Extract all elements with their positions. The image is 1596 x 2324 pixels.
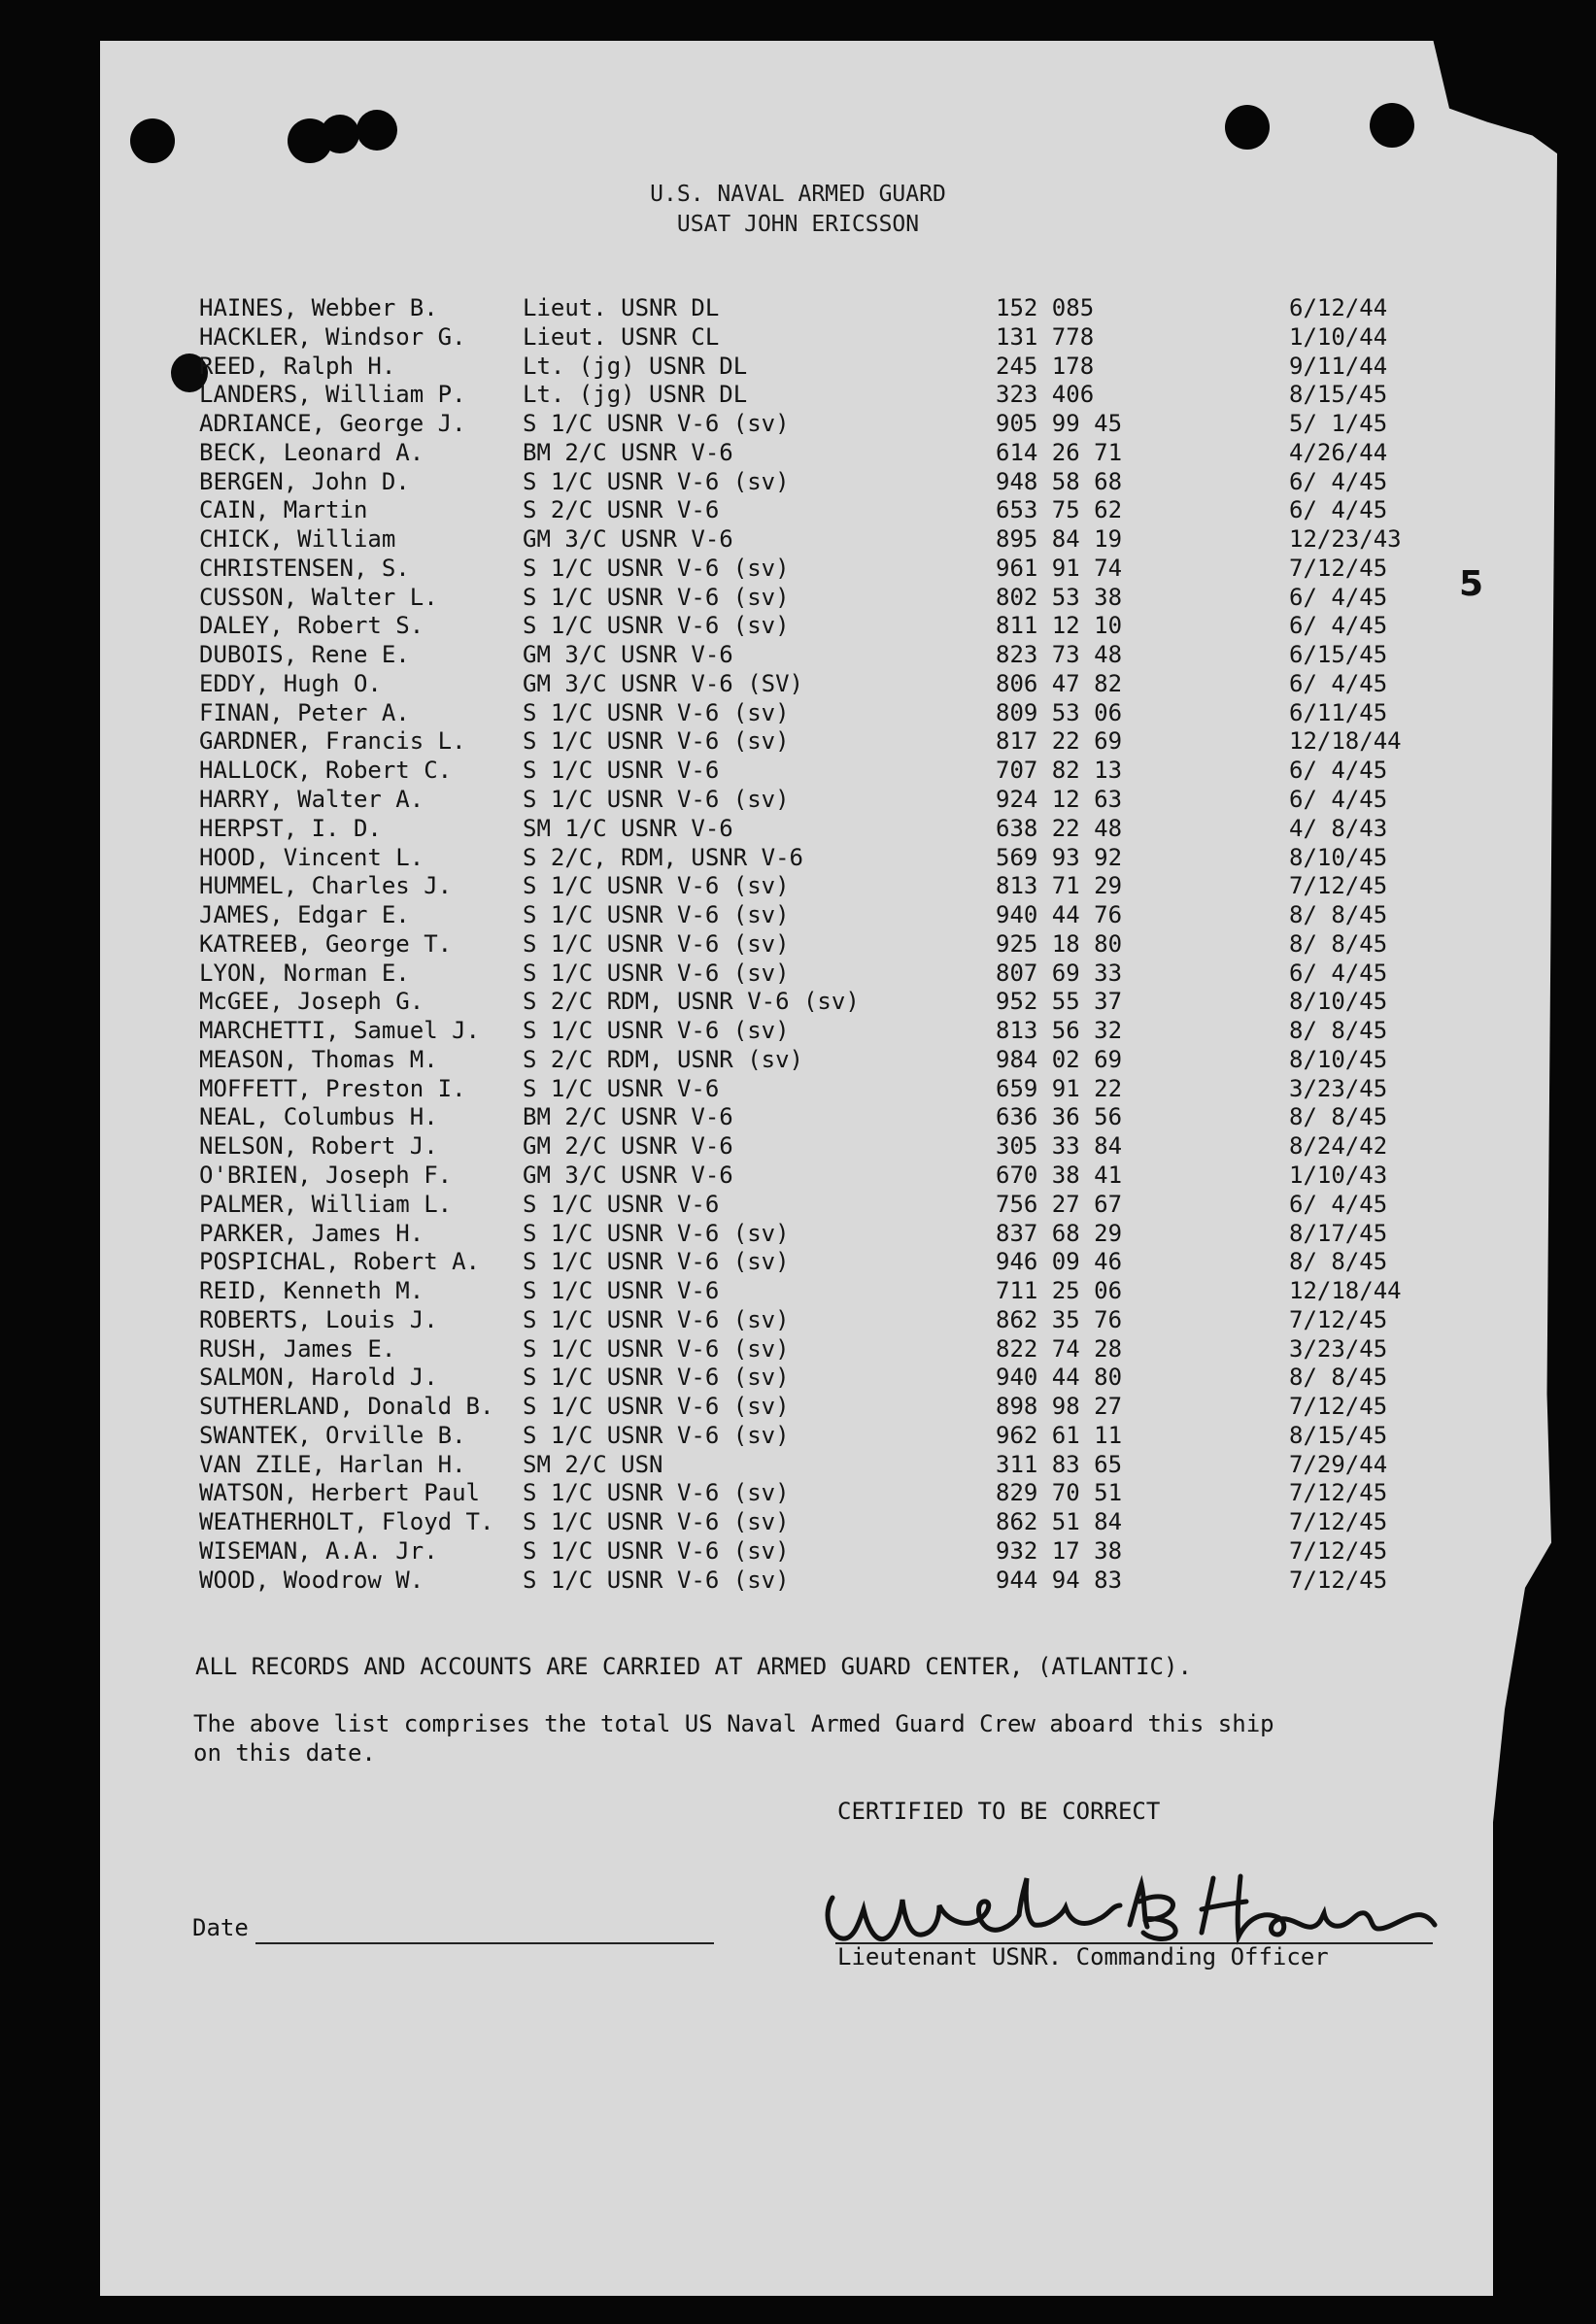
- roster-row: [199, 1393, 1423, 1422]
- crew-date: 6/12/44: [1289, 294, 1388, 321]
- crew-name: NEAL, Columbus H.: [199, 1103, 438, 1131]
- crew-service-number: 670 38 41: [996, 1161, 1123, 1189]
- crew-name: MARCHETTI, Samuel J.: [199, 1017, 480, 1045]
- crew-name: LANDERS, William P.: [199, 381, 466, 409]
- header-unit: U.S. NAVAL ARMED GUARD: [650, 182, 946, 207]
- crew-service-number: 152 085: [996, 294, 1095, 321]
- roster-row: [199, 353, 1423, 382]
- crew-name: HACKLER, Windsor G.: [199, 322, 466, 351]
- crew-rate: S 1/C USNR V-6 (sv): [523, 1017, 790, 1045]
- crew-date: 3/23/45: [1289, 1074, 1388, 1102]
- crew-date: 4/ 8/43: [1289, 814, 1388, 842]
- crew-service-number: 614 26 71: [996, 438, 1123, 466]
- crew-service-number: 311 83 65: [996, 1450, 1123, 1478]
- crew-service-number: 924 12 63: [996, 786, 1123, 814]
- crew-rate: GM 3/C USNR V-6: [523, 641, 733, 669]
- roster-row: [199, 381, 1423, 410]
- page-number: 5: [1459, 564, 1484, 604]
- crew-name: HERPST, I. D.: [199, 814, 382, 842]
- crew-name: WATSON, Herbert Paul: [199, 1479, 480, 1507]
- crew-date: 6/11/45: [1289, 698, 1388, 726]
- crew-date: 6/ 4/45: [1289, 757, 1388, 785]
- crew-service-number: 822 74 28: [996, 1334, 1123, 1363]
- roster-row: [199, 410, 1423, 439]
- punch-hole: [321, 115, 359, 153]
- roster-row: [199, 727, 1423, 757]
- roster-row: [199, 1103, 1423, 1132]
- crew-name: WISEMAN, A.A. Jr.: [199, 1536, 438, 1565]
- crew-service-number: 946 09 46: [996, 1248, 1123, 1276]
- crew-rate: S 1/C USNR V-6 (sv): [523, 1536, 790, 1565]
- signatory-title: Lieutenant USNR. Commanding Officer: [837, 1943, 1329, 1970]
- crew-date: 7/12/45: [1289, 1536, 1388, 1565]
- crew-name: HAINES, Webber B.: [199, 294, 438, 321]
- crew-name: BECK, Leonard A.: [199, 438, 424, 466]
- crew-date: 12/18/44: [1289, 727, 1402, 756]
- crew-name: REID, Kenneth M.: [199, 1277, 424, 1305]
- roster-row: [199, 1248, 1423, 1277]
- crew-rate: Lieut. USNR CL: [523, 322, 720, 351]
- crew-name: EDDY, Hugh O.: [199, 669, 382, 697]
- crew-name: HUMMEL, Charles J.: [199, 872, 453, 900]
- crew-roster: [199, 294, 1423, 1595]
- crew-rate: S 1/C USNR V-6: [523, 1074, 720, 1102]
- crew-service-number: 984 02 69: [996, 1045, 1123, 1073]
- certified-text: CERTIFIED TO BE CORRECT: [837, 1798, 1161, 1825]
- crew-service-number: 940 44 76: [996, 901, 1123, 929]
- crew-date: 8/ 8/45: [1289, 1248, 1388, 1276]
- crew-service-number: 817 22 69: [996, 727, 1123, 756]
- crew-name: SUTHERLAND, Donald B.: [199, 1393, 494, 1421]
- crew-date: 12/18/44: [1289, 1277, 1402, 1305]
- punch-hole: [357, 110, 397, 151]
- crew-name: PALMER, William L.: [199, 1190, 453, 1218]
- crew-name: MOFFETT, Preston I.: [199, 1074, 466, 1102]
- roster-row: [199, 555, 1423, 584]
- crew-service-number: 659 91 22: [996, 1074, 1123, 1102]
- crew-service-number: 323 406: [996, 381, 1095, 409]
- crew-date: 6/ 4/45: [1289, 959, 1388, 987]
- crew-date: 7/12/45: [1289, 1508, 1388, 1536]
- crew-name: HOOD, Vincent L.: [199, 843, 424, 871]
- crew-date: 1/10/44: [1289, 322, 1388, 351]
- crew-service-number: 944 94 83: [996, 1566, 1123, 1594]
- crew-service-number: 807 69 33: [996, 959, 1123, 987]
- crew-date: 7/12/45: [1289, 1393, 1388, 1421]
- crew-service-number: 636 36 56: [996, 1103, 1123, 1131]
- roster-row: [199, 930, 1423, 960]
- date-line: [255, 1942, 714, 1944]
- crew-name: ADRIANCE, George J.: [199, 410, 466, 438]
- roster-row: [199, 584, 1423, 613]
- crew-service-number: 952 55 37: [996, 988, 1123, 1016]
- crew-rate: S 1/C USNR V-6 (sv): [523, 612, 790, 640]
- crew-service-number: 823 73 48: [996, 641, 1123, 669]
- crew-rate: BM 2/C USNR V-6: [523, 438, 733, 466]
- crew-rate: S 1/C USNR V-6 (sv): [523, 959, 790, 987]
- crew-rate: GM 3/C USNR V-6: [523, 525, 733, 554]
- crew-service-number: 961 91 74: [996, 554, 1123, 582]
- crew-service-number: 638 22 48: [996, 814, 1123, 842]
- statement-line-1: The above list comprises the total US Naval Armed Guard Crew aboard this ship: [193, 1710, 1274, 1737]
- crew-date: 7/12/45: [1289, 872, 1388, 900]
- crew-rate: Lieut. USNR DL: [523, 294, 720, 321]
- crew-date: 8/ 8/45: [1289, 1364, 1388, 1392]
- roster-row: [199, 1335, 1423, 1364]
- crew-date: 4/26/44: [1289, 438, 1388, 466]
- crew-service-number: 813 56 32: [996, 1017, 1123, 1045]
- crew-name: ROBERTS, Louis J.: [199, 1305, 438, 1333]
- crew-date: 8/10/45: [1289, 988, 1388, 1016]
- crew-rate: S 1/C USNR V-6 (sv): [523, 872, 790, 900]
- crew-service-number: 707 82 13: [996, 757, 1123, 785]
- crew-date: 3/23/45: [1289, 1334, 1388, 1363]
- crew-name: DUBOIS, Rene E.: [199, 641, 410, 669]
- crew-service-number: 813 71 29: [996, 872, 1123, 900]
- crew-date: 6/ 4/45: [1289, 786, 1388, 814]
- roster-row: [199, 1277, 1423, 1306]
- roster-row: [199, 641, 1423, 670]
- crew-service-number: 245 178: [996, 352, 1095, 380]
- roster-row: [199, 815, 1423, 844]
- crew-date: 7/12/45: [1289, 554, 1388, 582]
- crew-date: 8/ 8/45: [1289, 901, 1388, 929]
- date-label: Date: [192, 1914, 249, 1941]
- crew-rate: S 1/C USNR V-6 (sv): [523, 1219, 790, 1247]
- crew-service-number: 862 51 84: [996, 1508, 1123, 1536]
- crew-rate: S 1/C USNR V-6: [523, 1190, 720, 1218]
- crew-rate: Lt. (jg) USNR DL: [523, 352, 748, 380]
- crew-rate: GM 3/C USNR V-6: [523, 1161, 733, 1189]
- crew-name: McGEE, Joseph G.: [199, 988, 424, 1016]
- roster-row: [199, 1017, 1423, 1046]
- roster-row: [199, 670, 1423, 699]
- crew-service-number: 862 35 76: [996, 1305, 1123, 1333]
- crew-service-number: 653 75 62: [996, 496, 1123, 524]
- crew-date: 12/23/43: [1289, 525, 1402, 554]
- crew-rate: GM 3/C USNR V-6 (SV): [523, 669, 803, 697]
- crew-rate: SM 2/C USN: [523, 1450, 663, 1478]
- roster-row: [199, 1046, 1423, 1075]
- crew-date: 1/10/43: [1289, 1161, 1388, 1189]
- crew-rate: S 1/C USNR V-6 (sv): [523, 583, 790, 611]
- crew-service-number: 131 778: [996, 322, 1095, 351]
- roster-row: [199, 468, 1423, 497]
- crew-rate: S 1/C USNR V-6: [523, 1277, 720, 1305]
- crew-date: 6/ 4/45: [1289, 496, 1388, 524]
- crew-date: 7/12/45: [1289, 1479, 1388, 1507]
- roster-row: [199, 844, 1423, 873]
- crew-date: 8/ 8/45: [1289, 1103, 1388, 1131]
- roster-row: [199, 1162, 1423, 1191]
- crew-rate: BM 2/C USNR V-6: [523, 1103, 733, 1131]
- roster-row: [199, 1132, 1423, 1162]
- crew-rate: S 1/C USNR V-6 (sv): [523, 727, 790, 756]
- roster-row: [199, 612, 1423, 641]
- crew-service-number: 806 47 82: [996, 669, 1123, 697]
- crew-date: 9/11/44: [1289, 352, 1388, 380]
- punch-hole: [1225, 105, 1270, 150]
- crew-service-number: 962 61 11: [996, 1421, 1123, 1449]
- roster-row: [199, 1306, 1423, 1335]
- crew-service-number: 809 53 06: [996, 698, 1123, 726]
- crew-name: NELSON, Robert J.: [199, 1132, 438, 1161]
- roster-row: [199, 496, 1423, 525]
- punch-hole: [130, 118, 175, 163]
- crew-name: CHICK, William: [199, 525, 396, 554]
- roster-row: [199, 786, 1423, 815]
- crew-date: 5/ 1/45: [1289, 410, 1388, 438]
- crew-name: CAIN, Martin: [199, 496, 368, 524]
- crew-rate: S 1/C USNR V-6 (sv): [523, 410, 790, 438]
- crew-rate: S 1/C USNR V-6 (sv): [523, 1421, 790, 1449]
- crew-date: 8/ 8/45: [1289, 1017, 1388, 1045]
- crew-name: REED, Ralph H.: [199, 352, 396, 380]
- crew-rate: GM 2/C USNR V-6: [523, 1132, 733, 1161]
- crew-date: 8/ 8/45: [1289, 929, 1388, 958]
- document-header: [0, 180, 1596, 240]
- crew-name: VAN ZILE, Harlan H.: [199, 1450, 466, 1478]
- crew-service-number: 711 25 06: [996, 1277, 1123, 1305]
- roster-row: [199, 1422, 1423, 1451]
- crew-service-number: 569 93 92: [996, 843, 1123, 871]
- crew-rate: S 1/C USNR V-6 (sv): [523, 1334, 790, 1363]
- punch-hole: [1370, 103, 1414, 148]
- crew-name: MEASON, Thomas M.: [199, 1045, 438, 1073]
- crew-service-number: 898 98 27: [996, 1393, 1123, 1421]
- roster-row: [199, 294, 1423, 323]
- crew-rate: S 1/C USNR V-6 (sv): [523, 1364, 790, 1392]
- crew-date: 7/29/44: [1289, 1450, 1388, 1478]
- crew-name: CUSSON, Walter L.: [199, 583, 438, 611]
- crew-date: 7/12/45: [1289, 1305, 1388, 1333]
- crew-date: 6/ 4/45: [1289, 669, 1388, 697]
- crew-rate: S 1/C USNR V-6 (sv): [523, 1393, 790, 1421]
- crew-name: KATREEB, George T.: [199, 929, 453, 958]
- crew-date: 6/ 4/45: [1289, 467, 1388, 495]
- crew-date: 6/15/45: [1289, 641, 1388, 669]
- roster-row: [199, 1508, 1423, 1537]
- crew-name: BERGEN, John D.: [199, 467, 410, 495]
- roster-row: [199, 1220, 1423, 1249]
- crew-rate: S 2/C, RDM, USNR V-6: [523, 843, 803, 871]
- roster-row: [199, 960, 1423, 989]
- crew-date: 8/15/45: [1289, 1421, 1388, 1449]
- crew-rate: S 2/C RDM, USNR V-6 (sv): [523, 988, 860, 1016]
- crew-name: DALEY, Robert S.: [199, 612, 424, 640]
- crew-rate: S 2/C USNR V-6: [523, 496, 720, 524]
- crew-rate: S 1/C USNR V-6 (sv): [523, 698, 790, 726]
- crew-name: O'BRIEN, Joseph F.: [199, 1161, 453, 1189]
- crew-rate: S 1/C USNR V-6 (sv): [523, 554, 790, 582]
- crew-name: CHRISTENSEN, S.: [199, 554, 410, 582]
- crew-date: 8/15/45: [1289, 381, 1388, 409]
- crew-service-number: 837 68 29: [996, 1219, 1123, 1247]
- crew-rate: S 1/C USNR V-6 (sv): [523, 1508, 790, 1536]
- crew-name: SALMON, Harold J.: [199, 1364, 438, 1392]
- crew-service-number: 829 70 51: [996, 1479, 1123, 1507]
- header-ship: USAT JOHN ERICSSON: [676, 212, 920, 237]
- crew-name: HALLOCK, Robert C.: [199, 757, 453, 785]
- crew-rate: S 1/C USNR V-6 (sv): [523, 1305, 790, 1333]
- crew-rate: S 1/C USNR V-6 (sv): [523, 1566, 790, 1594]
- crew-name: WEATHERHOLT, Floyd T.: [199, 1508, 494, 1536]
- crew-rate: S 1/C USNR V-6 (sv): [523, 1248, 790, 1276]
- roster-row: [199, 1479, 1423, 1508]
- crew-name: WOOD, Woodrow W.: [199, 1566, 424, 1594]
- crew-service-number: 948 58 68: [996, 467, 1123, 495]
- crew-rate: S 1/C USNR V-6 (sv): [523, 467, 790, 495]
- roster-row: [199, 323, 1423, 353]
- crew-rate: Lt. (jg) USNR DL: [523, 381, 748, 409]
- crew-date: 8/24/42: [1289, 1132, 1388, 1161]
- roster-row: [199, 699, 1423, 728]
- crew-rate: S 1/C USNR V-6 (sv): [523, 929, 790, 958]
- crew-service-number: 925 18 80: [996, 929, 1123, 958]
- roster-row: [199, 1566, 1423, 1596]
- crew-name: JAMES, Edgar E.: [199, 901, 410, 929]
- crew-name: POSPICHAL, Robert A.: [199, 1248, 480, 1276]
- crew-rate: S 1/C USNR V-6 (sv): [523, 786, 790, 814]
- crew-service-number: 811 12 10: [996, 612, 1123, 640]
- roster-row: [199, 1451, 1423, 1480]
- roster-row: [199, 988, 1423, 1017]
- crew-date: 7/12/45: [1289, 1566, 1388, 1594]
- crew-service-number: 895 84 19: [996, 525, 1123, 554]
- roster-row: [199, 872, 1423, 901]
- crew-name: PARKER, James H.: [199, 1219, 424, 1247]
- crew-name: LYON, Norman E.: [199, 959, 410, 987]
- crew-service-number: 802 53 38: [996, 583, 1123, 611]
- roster-row: [199, 1075, 1423, 1104]
- crew-rate: S 2/C RDM, USNR (sv): [523, 1045, 803, 1073]
- crew-service-number: 932 17 38: [996, 1536, 1123, 1565]
- crew-rate: S 1/C USNR V-6 (sv): [523, 1479, 790, 1507]
- roster-row: [199, 901, 1423, 930]
- crew-date: 6/ 4/45: [1289, 583, 1388, 611]
- crew-service-number: 305 33 84: [996, 1132, 1123, 1161]
- crew-name: HARRY, Walter A.: [199, 786, 424, 814]
- roster-row: [199, 1537, 1423, 1566]
- roster-row: [199, 525, 1423, 555]
- crew-date: 6/ 4/45: [1289, 612, 1388, 640]
- crew-date: 8/10/45: [1289, 1045, 1388, 1073]
- crew-rate: S 1/C USNR V-6: [523, 757, 720, 785]
- crew-rate: SM 1/C USNR V-6: [523, 814, 733, 842]
- crew-service-number: 905 99 45: [996, 410, 1123, 438]
- roster-row: [199, 439, 1423, 468]
- crew-date: 6/ 4/45: [1289, 1190, 1388, 1218]
- crew-service-number: 940 44 80: [996, 1364, 1123, 1392]
- crew-date: 8/10/45: [1289, 843, 1388, 871]
- roster-row: [199, 1191, 1423, 1220]
- crew-name: FINAN, Peter A.: [199, 698, 410, 726]
- crew-rate: S 1/C USNR V-6 (sv): [523, 901, 790, 929]
- crew-name: GARDNER, Francis L.: [199, 727, 466, 756]
- crew-name: SWANTEK, Orville B.: [199, 1421, 466, 1449]
- roster-row: [199, 757, 1423, 786]
- records-note: ALL RECORDS AND ACCOUNTS ARE CARRIED AT ARMED GUARD CENTER, (ATLANTIC).: [195, 1653, 1192, 1680]
- statement-line-2: on this date.: [193, 1739, 376, 1767]
- roster-row: [199, 1364, 1423, 1393]
- crew-date: 8/17/45: [1289, 1219, 1388, 1247]
- crew-name: RUSH, James E.: [199, 1334, 396, 1363]
- crew-service-number: 756 27 67: [996, 1190, 1123, 1218]
